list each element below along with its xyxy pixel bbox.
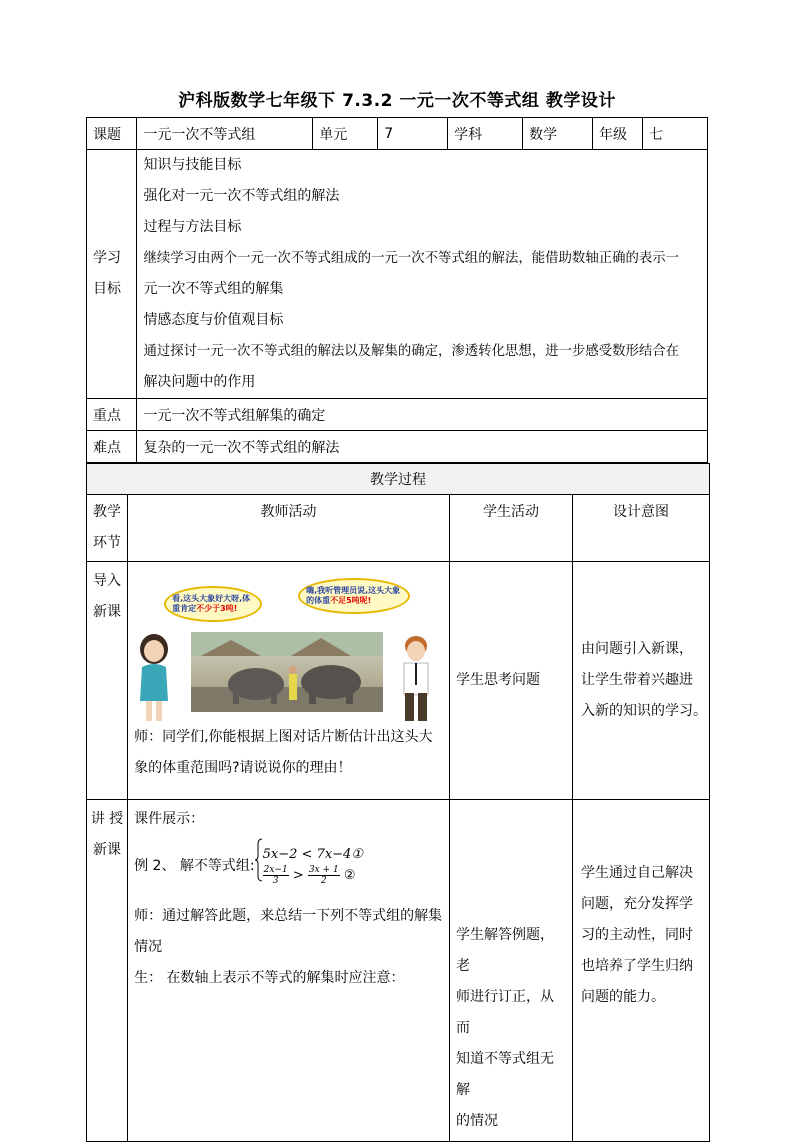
student-line: 师进行订正，从而 xyxy=(456,989,554,1036)
goal-line: 情感态度与价值观目标 xyxy=(143,312,284,328)
topic-value: 一元一次不等式组 xyxy=(137,118,313,150)
intent-header: 设计意图 xyxy=(572,495,709,562)
intent-line: 入新的知识的学习。 xyxy=(580,703,707,719)
inequality-2: $\frac{2x-1}{3}$ > $\frac{3x + 1}{2}$ ② xyxy=(263,864,356,886)
fraction-left: $\frac{2x-1}{3}$ xyxy=(263,864,288,886)
key-point-text: 一元一次不等式组解集的确定 xyxy=(137,399,708,431)
goals-row xyxy=(87,150,708,399)
lecture-teacher-line: 师：通过解答此题，来总结一下列不等式组的解集 xyxy=(134,908,443,924)
goal-line: 强化对一元一次不等式组的解法 xyxy=(143,188,340,204)
intro-stage-line1: 导入 xyxy=(93,573,122,589)
girl-figure xyxy=(134,633,174,735)
teacher-header: 教师活动 xyxy=(128,495,450,562)
intro-row xyxy=(87,562,710,800)
column-header-row xyxy=(87,495,710,562)
student-line: 知道不等式组无解 xyxy=(456,1051,554,1098)
student-header: 学生活动 xyxy=(450,495,573,562)
lecture-teacher-line: 课件展示： xyxy=(134,811,205,827)
goal-line: 继续学习由两个一元一次不等式组成的一元一次不等式组的解法，能借助数轴正确的表示一 xyxy=(143,251,680,266)
lecture-teacher-line: 情况 xyxy=(134,939,163,955)
bubble-right-text-2: 象的体重 xyxy=(306,586,401,605)
bubble-left-highlight: 不少于3吨! xyxy=(196,604,238,613)
info-row xyxy=(87,118,708,150)
goals-label-line2: 目标 xyxy=(93,281,121,297)
goals-label xyxy=(87,150,137,399)
goals-content xyxy=(137,150,708,399)
student-line: 的情况 xyxy=(456,1113,498,1129)
student-line: 学生解答例题，老 xyxy=(456,927,554,974)
intent-line: 问题的能力。 xyxy=(580,989,665,1005)
stage-header-line1: 教学 xyxy=(93,504,122,520)
bubble-right-text: 嗨,我听管理员说,这头大 xyxy=(306,586,393,595)
intent-line: 习的主动性，同时 xyxy=(580,927,693,943)
topic-label: 课题 xyxy=(87,118,137,150)
unit-value: 7 xyxy=(378,118,448,150)
goals-label-line1: 学习 xyxy=(93,250,121,266)
difficulty-label: 难点 xyxy=(87,431,137,463)
lecture-stage-line1: 讲 授 xyxy=(90,811,124,827)
example-2 xyxy=(134,839,443,893)
unit-label: 单元 xyxy=(313,118,378,150)
info-table xyxy=(86,117,708,463)
subject-value: 数学 xyxy=(523,118,593,150)
boy-figure xyxy=(398,633,434,735)
goal-line: 过程与方法目标 xyxy=(143,219,242,235)
process-header: 教学过程 xyxy=(87,464,710,495)
lecture-teacher-line: 生： 在数轴上表示不等式的解集时应注意： xyxy=(134,970,405,986)
brace-icon xyxy=(255,838,263,894)
lecture-row xyxy=(87,800,710,1142)
bubble-right-highlight: 不足5吨呢! xyxy=(330,596,372,605)
inequality-system xyxy=(263,847,363,886)
lecture-student xyxy=(450,800,573,1142)
bubble-left-text: 看,这头大象好大呀,体重肯 xyxy=(172,594,251,613)
stage-header-line2: 环节 xyxy=(93,535,122,551)
intent-line: 也培养了学生归纳 xyxy=(580,958,693,974)
elephant-illustration xyxy=(134,578,434,718)
lecture-teacher xyxy=(128,800,450,1142)
elephant-photo xyxy=(191,632,383,712)
grade-label: 年级 xyxy=(593,118,643,150)
process-table xyxy=(86,463,710,1142)
intent-line: 由问题引入新课， xyxy=(580,641,693,657)
page-title: 沪科版数学七年级下 7.3.2 一元一次不等式组 教学设计 xyxy=(178,91,616,111)
bubble-left-text-2: 定 xyxy=(188,604,197,613)
key-point-row xyxy=(87,399,708,431)
difficulty-row xyxy=(87,431,708,463)
intent-line: 让学生带着兴趣进 xyxy=(580,672,693,688)
stage-header xyxy=(87,495,128,562)
example-label: 例 2、 解不等式组: xyxy=(134,857,255,874)
bubble-right xyxy=(298,578,410,614)
lecture-stage-line2: 新课 xyxy=(93,842,122,858)
lecture-intent xyxy=(572,800,709,1142)
goal-line: 知识与技能目标 xyxy=(143,157,242,173)
intro-stage-line2: 新课 xyxy=(93,604,122,620)
inequality-1: 5x−2 < 7x−4① xyxy=(262,846,363,862)
subject-label: 学科 xyxy=(448,118,523,150)
intent-line: 学生通过自己解决 xyxy=(580,865,693,881)
key-point-label: 重点 xyxy=(87,399,137,431)
intro-teacher-line: 象的体重范围吗?请说说你的理由！ xyxy=(134,760,352,776)
fraction-right: $\frac{3x + 1}{2}$ xyxy=(308,864,339,886)
bubble-left xyxy=(164,586,262,622)
grade-value: 七 xyxy=(643,118,708,150)
intent-line: 问题，充分发挥学 xyxy=(580,896,693,912)
goal-line: 解决问题中的作用 xyxy=(143,374,256,390)
intro-student: 学生思考问题 xyxy=(450,562,573,800)
intro-teacher-line: 师：同学们,你能根据上图对话片断估计出这头大 xyxy=(134,729,433,745)
lecture-stage xyxy=(87,800,128,1142)
goal-line: 元一次不等式组的解集 xyxy=(143,281,284,297)
intro-stage xyxy=(87,562,128,800)
intro-teacher xyxy=(128,562,450,800)
difficulty-text: 复杂的一元一次不等式组的解法 xyxy=(137,431,708,463)
intro-intent xyxy=(572,562,709,800)
goal-line: 通过探讨一元一次不等式组的解法以及解集的确定，渗透转化思想，进一步感受数形结合在 xyxy=(143,344,680,359)
